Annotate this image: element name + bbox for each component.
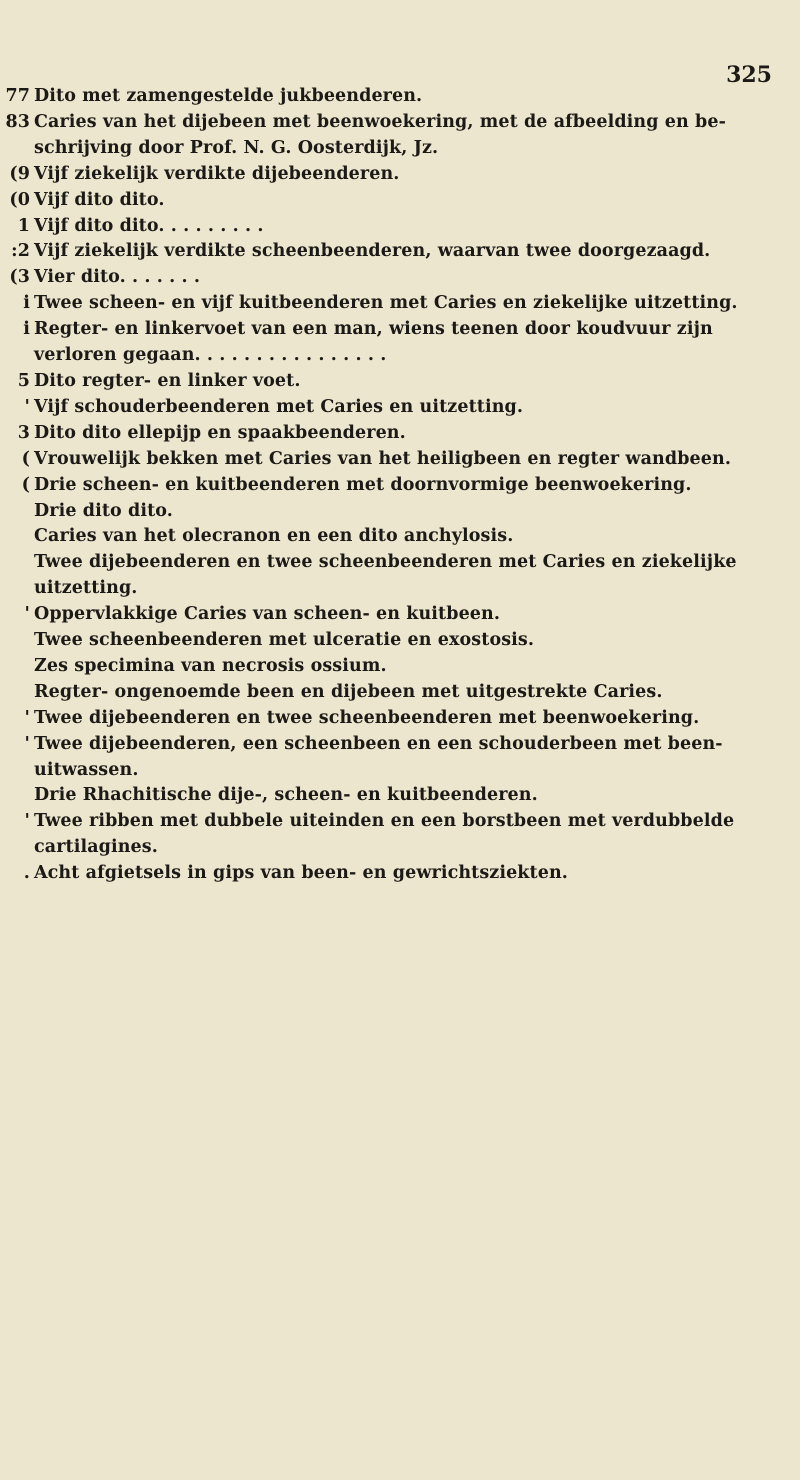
catalogue-entry bbox=[0, 214, 800, 240]
entry-text-line: uitwassen. bbox=[34, 759, 139, 780]
catalogue-entry bbox=[0, 317, 800, 369]
entry-text-line: Caries van het olecranon en een dito anchylosis. bbox=[34, 526, 514, 547]
catalogue-entry bbox=[0, 809, 800, 861]
catalogue-entry bbox=[0, 732, 800, 784]
entry-text-line: Vijf dito dito. bbox=[34, 189, 165, 210]
entry-number: 3) bbox=[9, 267, 30, 288]
entry-text-line: Drie scheen- en kuitbeenderen met doornvormige beenwoekering. bbox=[34, 474, 692, 495]
catalogue-entries bbox=[0, 84, 800, 887]
catalogue-entry bbox=[0, 783, 800, 809]
entry-text-line: cartilagines. bbox=[34, 837, 158, 858]
entry-text-line: Twee dijebeenderen, een scheenbeen en een schouderbeen met been- bbox=[34, 733, 723, 754]
entry-number: 0) bbox=[9, 189, 30, 210]
entry-number: ' bbox=[24, 811, 30, 832]
entry-number: ' bbox=[24, 733, 30, 754]
entry-text-line: Acht afgietsels in gips van been- en gewrichtsziekten. bbox=[34, 863, 568, 884]
page-number: 325 bbox=[726, 62, 772, 88]
catalogue-entry bbox=[0, 265, 800, 291]
entry-text-line: Twee dijebeenderen en twee scheenbeenderen met Caries en ziekelijke bbox=[34, 552, 737, 573]
entry-number: ) bbox=[21, 474, 30, 495]
entry-text-line: Dito met zamengestelde jukbeenderen. bbox=[34, 86, 423, 106]
catalogue-entry bbox=[0, 550, 800, 602]
entry-number: . bbox=[23, 863, 30, 884]
entry-number: i bbox=[23, 319, 30, 340]
entry-number: 2: bbox=[11, 241, 30, 262]
entry-text-line: Vijf dito dito. . . . . . . . . bbox=[34, 215, 264, 236]
catalogue-entry bbox=[0, 395, 800, 421]
entry-text-line: Dito regter- en linker voet. bbox=[34, 370, 301, 391]
entry-text-line: Dito dito ellepijp en spaakbeenderen. bbox=[34, 422, 406, 443]
catalogue-entry bbox=[0, 239, 800, 265]
entry-text-line: Vijf ziekelijk verdikte scheenbeenderen, waarvan twee doorgezaagd. bbox=[34, 241, 711, 262]
catalogue-entry bbox=[0, 861, 800, 887]
catalogue-entry bbox=[0, 473, 800, 499]
entry-text-line: Twee dijebeenderen en twee scheenbeenderen met beenwoekering. bbox=[34, 707, 700, 728]
entry-text-line: Vijf ziekelijk verdikte dijebeenderen. bbox=[34, 163, 400, 184]
entry-number: 5 bbox=[17, 370, 30, 391]
catalogue-entry bbox=[0, 706, 800, 732]
catalogue-entry bbox=[0, 524, 800, 550]
entry-text-line: Oppervlakkige Caries van scheen- en kuitbeen. bbox=[34, 604, 501, 625]
entry-text-line: verloren gegaan. . . . . . . . . . . . . . . . bbox=[34, 345, 387, 366]
catalogue-entry bbox=[0, 628, 800, 654]
entry-text-line: Vier dito. . . . . . . bbox=[34, 267, 201, 288]
entry-number: ' bbox=[24, 396, 30, 417]
entry-text-line: Twee ribben met dubbele uiteinden en een borstbeen met verdubbelde bbox=[34, 811, 735, 832]
entry-text-line: Vrouwelijk bekken met Caries van het heiligbeen en regter wandbeen. bbox=[34, 448, 732, 469]
entry-text-line: schrijving door Prof. N. G. Oosterdijk, Jz. bbox=[34, 137, 439, 158]
entry-number: 83 bbox=[5, 111, 30, 132]
entry-text-line: Vijf schouderbeenderen met Caries en uitzetting. bbox=[34, 396, 524, 417]
entry-number: 1 bbox=[17, 215, 30, 236]
entry-number: ' bbox=[24, 604, 30, 625]
catalogue-entry bbox=[0, 602, 800, 628]
entry-text-line: Zes specimina van necrosis ossium. bbox=[34, 655, 387, 676]
catalogue-entry bbox=[0, 369, 800, 395]
catalogue-entry bbox=[0, 447, 800, 473]
catalogue-entry bbox=[0, 421, 800, 447]
entry-number: ) bbox=[21, 448, 30, 469]
entry-number: ' bbox=[24, 707, 30, 728]
catalogue-entry bbox=[0, 110, 800, 162]
entry-text-line: Drie Rhachitische dije-, scheen- en kuitbeenderen. bbox=[34, 785, 538, 806]
catalogue-entry bbox=[0, 499, 800, 525]
entry-text-line: Twee scheen- en vijf kuitbeenderen met Caries en ziekelijke uitzetting. bbox=[34, 293, 738, 314]
entry-number: 77 bbox=[5, 86, 30, 106]
entry-text-line: Regter- ongenoemde been en dijebeen met uitgestrekte Caries. bbox=[34, 681, 663, 702]
entry-number: i bbox=[23, 293, 30, 314]
entry-number: 9) bbox=[9, 163, 30, 184]
catalogue-entry bbox=[0, 84, 800, 110]
entry-text-line: Drie dito dito. bbox=[34, 500, 173, 521]
entry-text-line: Regter- en linkervoet van een man, wiens teenen door koudvuur zijn bbox=[34, 319, 713, 340]
catalogue-entry bbox=[0, 680, 800, 706]
catalogue-entry bbox=[0, 654, 800, 680]
entry-number: 3 bbox=[17, 422, 30, 443]
entry-text-line: Twee scheenbeenderen met ulceratie en exostosis. bbox=[34, 630, 535, 651]
catalogue-entry bbox=[0, 188, 800, 214]
entry-text-line: Caries van het dijebeen met beenwoekering, met de afbeelding en be- bbox=[34, 111, 726, 132]
catalogue-entry bbox=[0, 291, 800, 317]
catalogue-entry bbox=[0, 162, 800, 188]
entry-text-line: uitzetting. bbox=[34, 578, 138, 599]
